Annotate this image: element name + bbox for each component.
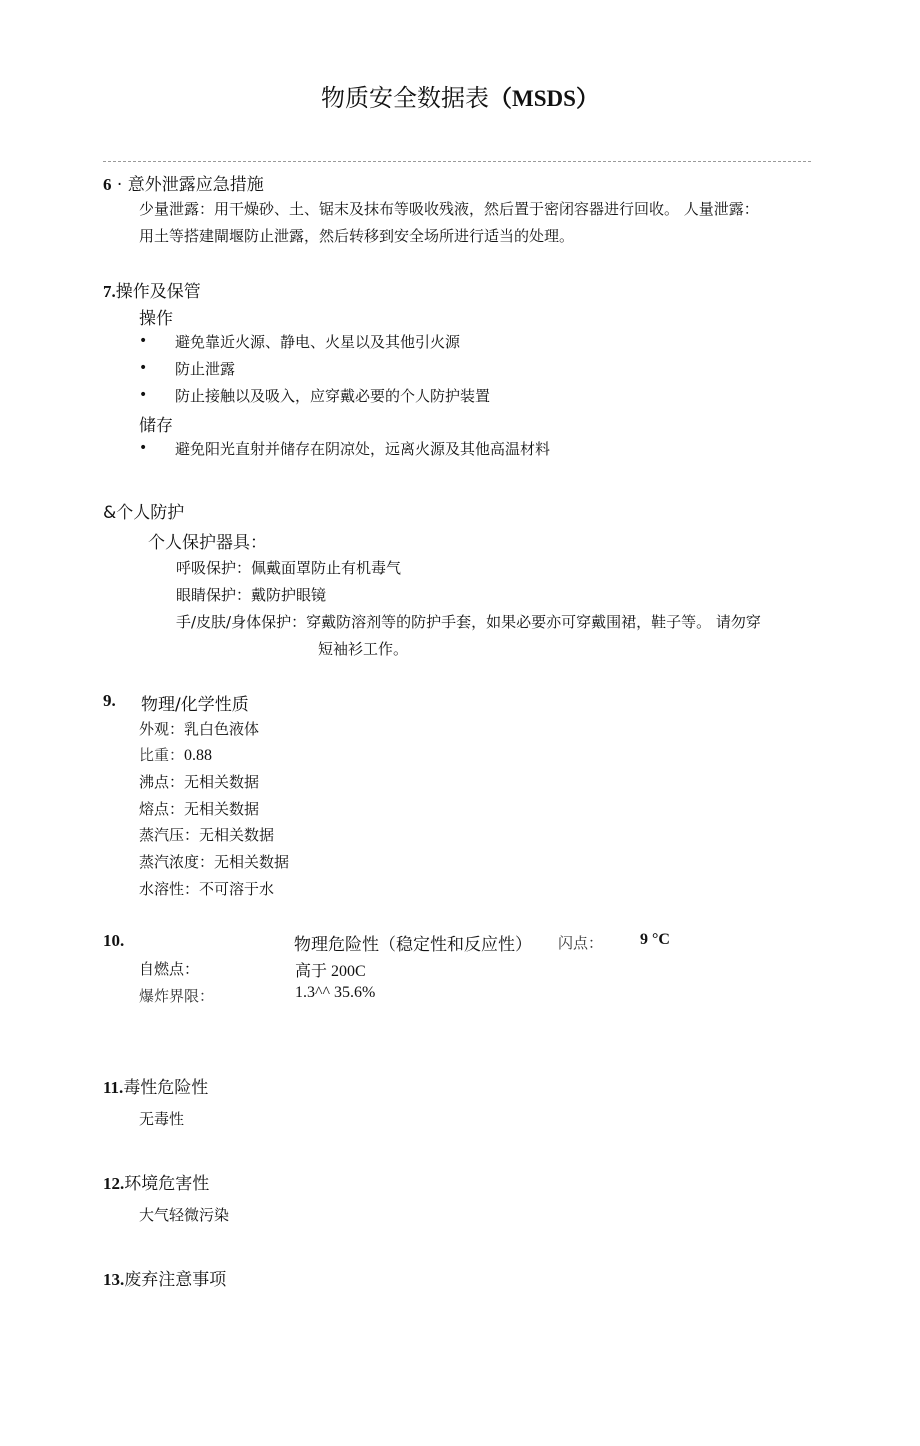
section-9-title: 物理/化学性质 [141,695,249,715]
operation-label: 操作 [139,309,173,329]
operation-item-3: 防止接触以及吸入，应穿戴必要的个人防护装置 [175,387,491,405]
vapor-pressure: 蒸汽压：无相关数据 [139,826,275,844]
bullet-icon: • [139,360,148,376]
bullet-icon: • [139,440,148,456]
section-6-separator: · [111,175,128,195]
page-title [0,78,920,113]
specific-gravity [139,744,212,765]
section-13-number: 13. [103,1270,125,1289]
appearance: 外观：乳白色液体 [139,720,260,738]
section-8-number: & [103,503,117,523]
boiling-point: 沸点：无相关数据 [139,773,260,791]
bullet-icon: • [139,333,148,349]
explosive-limits-label: 爆炸界限： [139,989,215,1005]
section-10-title: 物理危险性（稳定性和反应性） [294,935,532,955]
section-13-heading [103,1265,226,1290]
specific-gravity-label: 比重： [139,748,185,764]
autoignition-label: 自燃点： [139,960,200,978]
protective-equipment-label: 个人保护器具： [148,533,267,553]
header-divider [103,161,811,162]
specific-gravity-value: 0.88 [184,747,213,764]
bullet-icon: • [139,387,148,403]
water-solubility: 水溶性：不可溶于水 [139,880,275,898]
melting-point: 熔点：无相关数据 [139,800,260,818]
storage-item-1: 避免阳光直射并储存在阴凉处，远离火源及其他高温材料 [175,440,551,458]
section-9-number: 9. [103,691,116,710]
section-7-title: 操作及保管 [115,282,201,302]
title-abbrev: （MSDS） [489,86,599,111]
section-12-title: 环境危害性 [124,1174,210,1194]
section-7-number: 7. [103,282,116,301]
environmental-text: 大气轻微污染 [139,1206,230,1224]
section-11-number: 11. [103,1078,124,1097]
section-12-heading [103,1169,209,1194]
section-11-title: 毒性危险性 [123,1078,209,1098]
vapor-density: 蒸汽浓度：无相关数据 [139,853,290,871]
operation-item-1: 避免靠近火源、静电、火星以及其他引火源 [175,333,461,351]
section-8-title: 个人防护 [116,503,185,523]
section-6-title: 意外泄露应急措施 [127,175,264,195]
flash-point-value: 9 °C [640,931,670,948]
skin-protection-line-1: 手/皮肤/身体保护：穿戴防溶剂等的防护手套，如果必要亦可穿戴围裙，鞋子等。 请勿穿 [176,613,761,631]
storage-label: 储存 [139,416,173,436]
title-text: 物质安全数据表 [321,84,490,112]
toxicity-text: 无毒性 [139,1110,185,1128]
section-11-heading [103,1073,208,1098]
skin-protection-line-2: 短袖衫工作。 [318,640,409,658]
section-13-title: 废弃注意事项 [124,1270,227,1290]
section-6-heading [103,170,264,195]
flash-point-label: 闪点： [558,936,604,952]
eye-protection: 眼睛保护：戴防护眼镜 [176,586,327,604]
section-12-number: 12. [103,1174,125,1193]
section-6-text-line-2: 用土等搭建閘堰防止泄露，然后转移到安全场所进行适当的处理。 [139,227,575,245]
respiratory-protection: 呼吸保护：佩戴面罩防止有机毒气 [176,559,402,577]
section-6-number: 6 [103,175,112,194]
section-6-text-line-1: 少量泄露：用干燥砂、土、锯末及抹布等吸收残液，然后置于密闭容器进行回收。 人量泄露： [139,200,759,218]
section-10-number: 10. [103,931,125,950]
section-7-heading [103,277,201,302]
section-8-heading [103,498,184,523]
explosive-limits-value: 1.3^^ 35.6% [295,984,376,1001]
operation-item-2: 防止泄露 [175,360,236,378]
autoignition-value: 高于 200C [295,963,366,980]
